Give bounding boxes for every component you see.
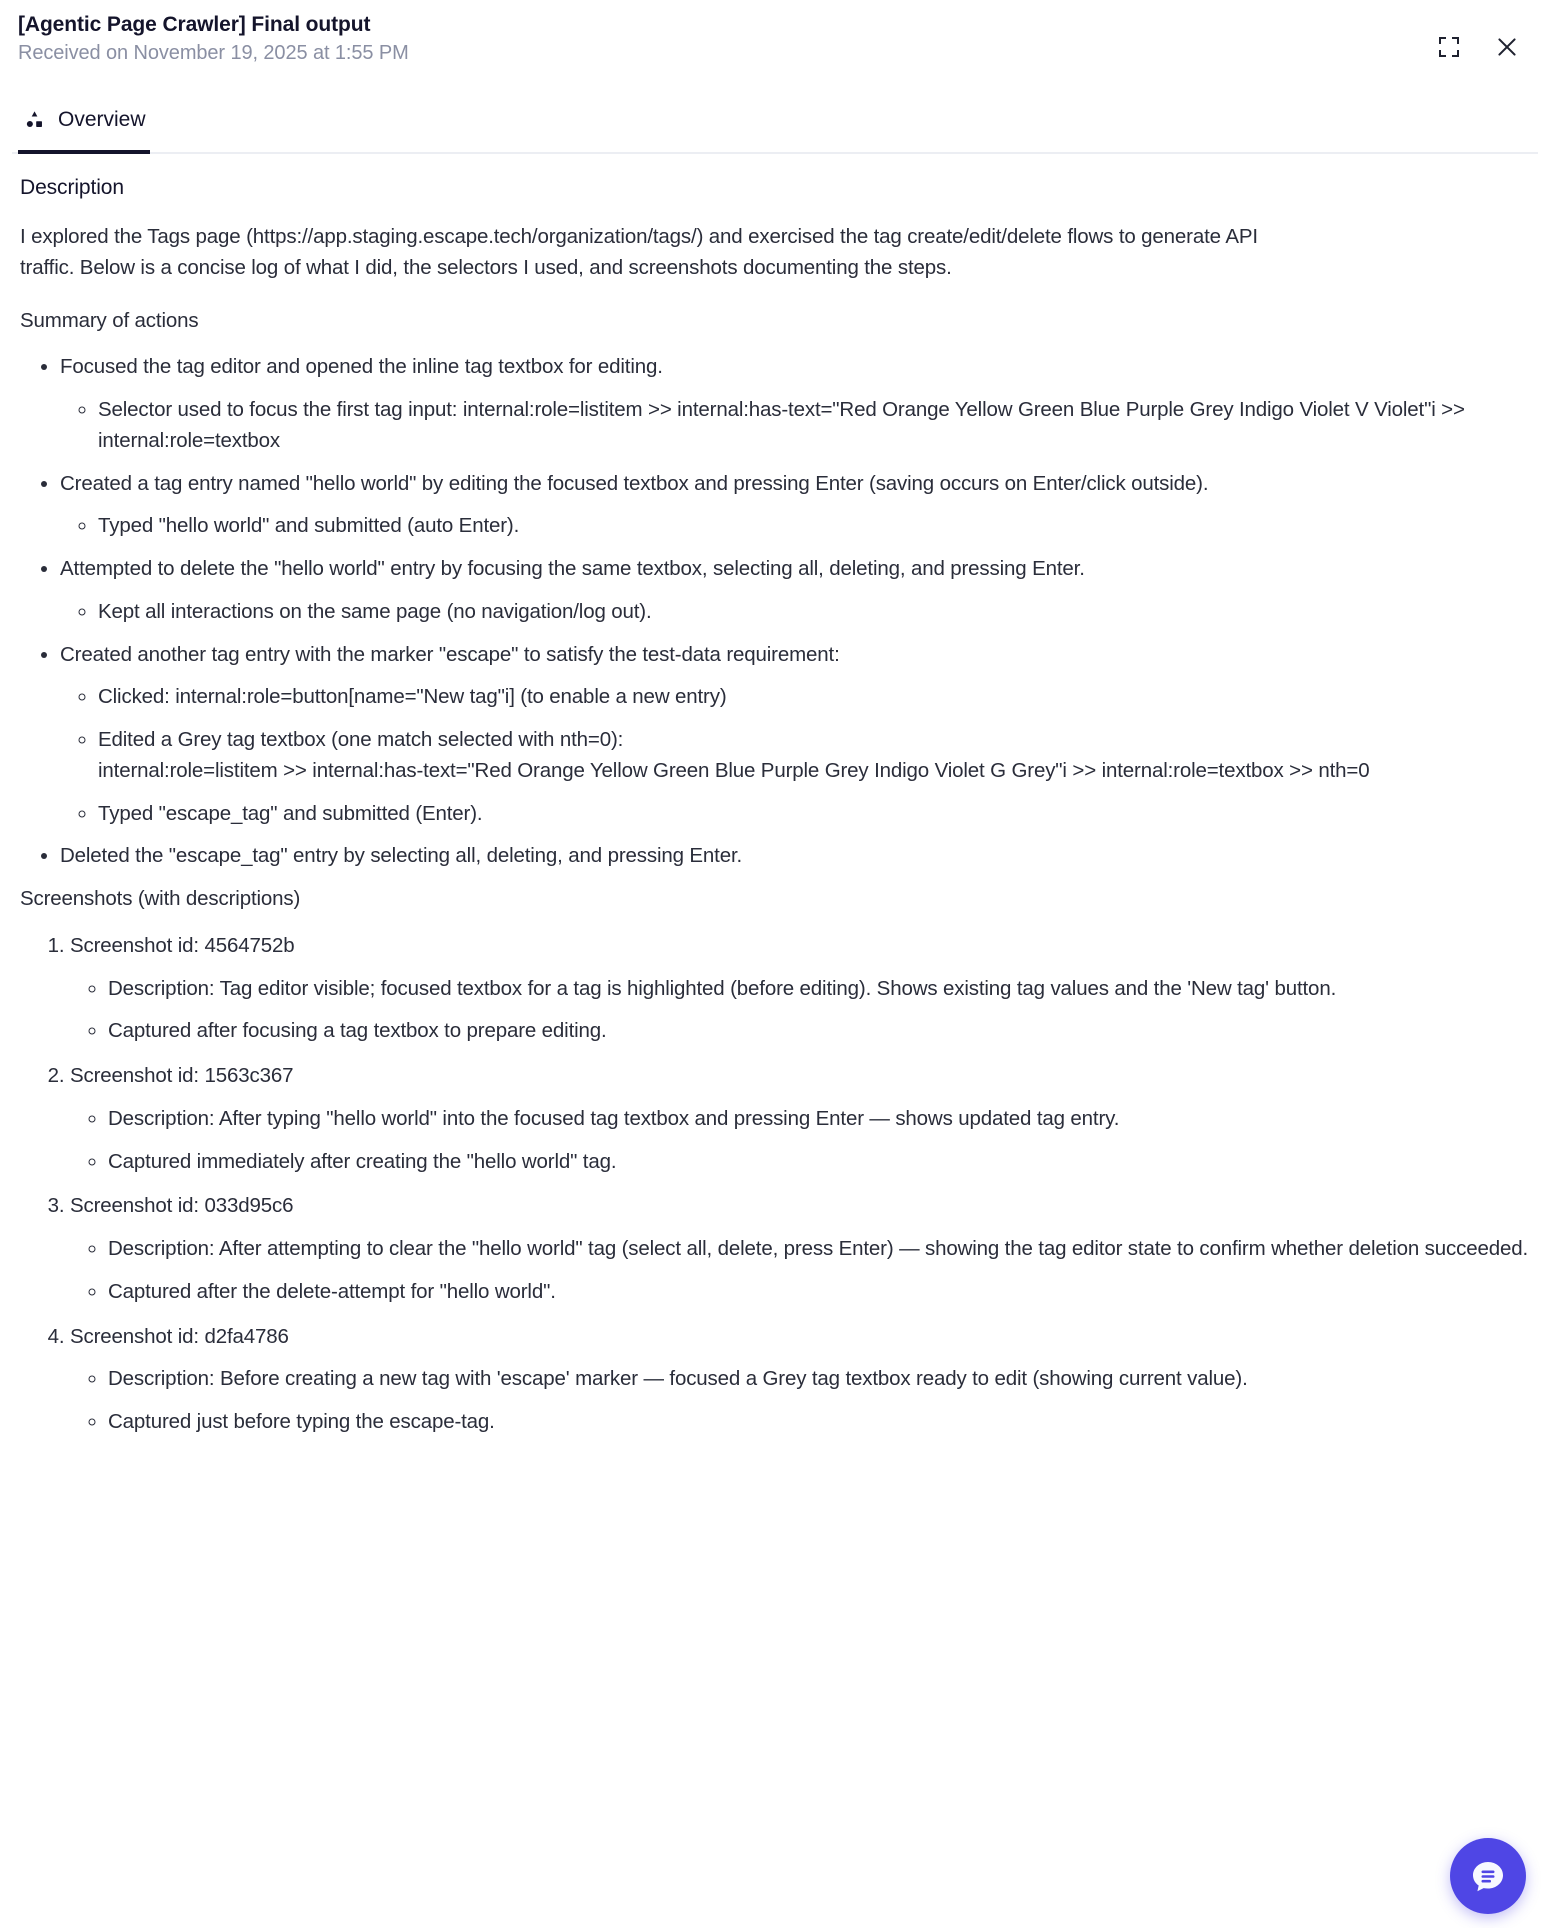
list-item-text: Created another tag entry with the marker "escape" to satisfy the test-data requirement: — [60, 642, 840, 666]
list-item — [70, 931, 1530, 1047]
sub-list — [60, 395, 1530, 457]
list-item-text: Clicked: internal:role=button[name="New tag"i] (to enable a new entry) — [98, 685, 727, 709]
sub-list — [70, 1364, 1530, 1438]
list-item-text: Attempted to delete the "hello world" entry by focusing the same textbox, selecting all, deleting, and pressing Enter. — [60, 557, 1085, 580]
screenshot-capture-note: Captured immediately after creating the "hello world" tag. — [108, 1149, 617, 1173]
expand-icon[interactable] — [1432, 30, 1466, 64]
screenshot-description: Description: Before creating a new tag with 'escape' marker — focused a Grey tag textbox ready to edit (showing current value). — [108, 1367, 1248, 1391]
chat-widget-button[interactable] — [1450, 1838, 1526, 1914]
close-icon[interactable] — [1490, 30, 1524, 64]
list-item — [108, 1016, 1530, 1047]
screenshot-capture-note: Captured after the delete-attempt for "hello world". — [108, 1279, 556, 1303]
list-item — [108, 1147, 1530, 1178]
list-item-text: Deleted the "escape_tag" entry by selecting all, deleting, and pressing Enter. — [60, 844, 743, 868]
list-item — [60, 469, 1530, 543]
screenshot-id-label: Screenshot id: 4564752b — [70, 933, 295, 957]
dialog-header — [0, 0, 1550, 86]
list-item — [98, 597, 1530, 628]
screenshot-id-label: Screenshot id: 033d95c6 — [70, 1194, 294, 1218]
screenshots-list — [20, 931, 1530, 1438]
intro-paragraph: I explored the Tags page (https://app.staging.escape.tech/organization/tags/) and exercised the tag create/edit/delete flows to generate API traffic. Below is a concise log of what I did, the selectors I used, and screenshots documenting the steps. — [20, 225, 1258, 279]
list-item — [98, 511, 1530, 542]
list-item-text: Focused the tag editor and opened the inline tag textbox for editing. — [60, 355, 663, 379]
list-item — [108, 974, 1530, 1005]
screenshot-capture-note: Captured just before typing the escape-tag. — [108, 1410, 495, 1433]
tab-overview[interactable] — [18, 86, 160, 154]
screenshot-description: Description: After attempting to clear the "hello world" tag (select all, delete, press Enter) — showing the tag editor state to confirm whether deletion succeeded. — [108, 1237, 1529, 1260]
sub-list — [70, 1104, 1530, 1178]
overview-content — [0, 154, 1550, 1438]
sub-list — [70, 974, 1530, 1048]
chat-bubble-icon — [1467, 1855, 1509, 1897]
screenshot-description: Description: After typing "hello world" into the focused tag textbox and pressing Enter — shows updated tag entry. — [108, 1106, 1120, 1130]
list-item-text: Created a tag entry named "hello world" by editing the focused textbox and pressing Enter (saving occurs on Enter/click outside). — [60, 471, 1209, 495]
list-item — [98, 682, 1530, 713]
list-item — [108, 1364, 1530, 1395]
list-item-text: Selector used to focus the first tag input: internal:role=listitem >> internal:has-text="Red Orange Yellow Green Blue Purple Grey Indigo Violet V Violet"i >> internal:role=textbox — [98, 398, 1465, 452]
list-item — [70, 1322, 1530, 1438]
tab-bar — [0, 86, 1550, 154]
list-item-text: Typed "hello world" and submitted (auto Enter). — [98, 514, 520, 538]
sub-list — [60, 511, 1530, 542]
list-item — [108, 1104, 1530, 1135]
description-heading: Description — [20, 176, 124, 199]
list-item — [98, 799, 1530, 830]
list-item — [60, 640, 1530, 830]
list-item — [108, 1277, 1530, 1308]
header-actions — [1432, 10, 1532, 64]
list-item — [60, 352, 1530, 456]
screenshot-id-label: Screenshot id: d2fa4786 — [70, 1324, 289, 1348]
list-item — [70, 1061, 1530, 1177]
list-item — [108, 1407, 1530, 1438]
tab-overview-label: Overview — [58, 108, 146, 131]
summary-heading: Summary of actions — [20, 308, 199, 332]
sub-list — [70, 1234, 1530, 1308]
summary-list — [20, 352, 1530, 872]
received-timestamp: Received on November 19, 2025 at 1:55 PM — [18, 42, 409, 65]
list-item — [98, 395, 1530, 457]
shapes-icon — [24, 109, 46, 131]
list-item — [70, 1191, 1530, 1307]
page-title: [Agentic Page Crawler] Final output — [18, 13, 371, 36]
screenshot-capture-note: Captured after focusing a tag textbox to prepare editing. — [108, 1019, 607, 1043]
list-item — [98, 725, 1530, 787]
list-item — [108, 1234, 1530, 1265]
list-item-selector: internal:role=listitem >> internal:has-text="Red Orange Yellow Green Blue Purple Grey Indigo Violet G Grey"i >> internal:role=textbox >> nth=0 — [98, 758, 1370, 782]
screenshots-heading: Screenshots (with descriptions) — [20, 887, 301, 910]
list-item-text: Edited a Grey tag textbox (one match selected with nth=0): — [98, 728, 624, 751]
list-item-text: Kept all interactions on the same page (no navigation/log out). — [98, 599, 652, 623]
screenshot-id-label: Screenshot id: 1563c367 — [70, 1064, 294, 1087]
list-item — [60, 841, 1530, 872]
list-item — [60, 554, 1530, 628]
sub-list — [60, 682, 1530, 829]
header-title-group — [18, 10, 409, 66]
sub-list — [60, 597, 1530, 628]
list-item-text: Typed "escape_tag" and submitted (Enter). — [98, 801, 483, 825]
screenshot-description: Description: Tag editor visible; focused textbox for a tag is highlighted (before editing). Shows existing tag values and the 'New tag' button. — [108, 976, 1337, 1000]
